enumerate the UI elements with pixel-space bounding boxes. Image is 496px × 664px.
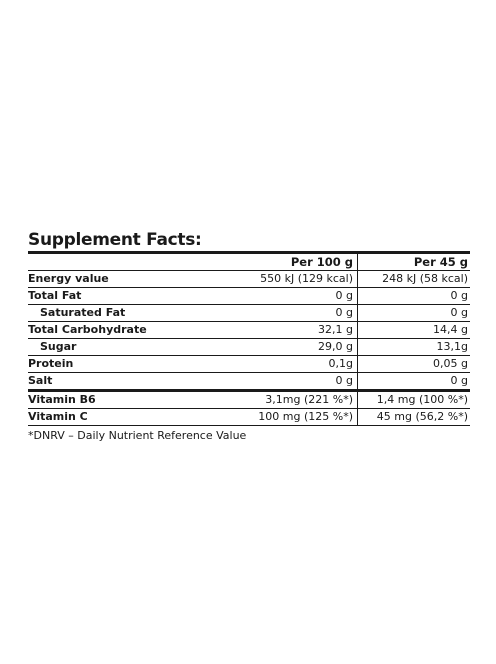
nutrient-per-100: 32,1 g (224, 322, 358, 338)
supplement-facts-panel (28, 230, 470, 444)
vitamin-row-b6 (28, 392, 470, 409)
nutrient-name: Sugar (40, 340, 77, 353)
vitamin-per-100: 100 mg (125 %*) (224, 409, 358, 425)
nutrient-per-serving: 0 g (450, 374, 468, 387)
nutrient-name: Salt (28, 374, 53, 387)
nutrient-row-protein (28, 356, 470, 373)
vitamin-per-serving: 1,4 mg (100 %*) (376, 393, 468, 406)
nutrient-name: Energy value (28, 272, 109, 285)
nutrient-per-100: 0 g (224, 288, 358, 304)
nutrient-per-100: 0,1g (224, 356, 358, 372)
nutrient-per-serving: 0,05 g (433, 357, 468, 370)
dnrv-footnote: *DNRV – Daily Nutrient Reference Value (28, 429, 247, 442)
nutrient-per-100: 0 g (224, 305, 358, 321)
nutrient-row-total-fat (28, 288, 470, 305)
vitamin-per-100: 3,1mg (221 %*) (224, 392, 358, 408)
nutrient-row-sugar (28, 339, 470, 356)
vitamin-row-c (28, 409, 470, 425)
nutrient-per-serving: 14,4 g (433, 323, 468, 336)
nutrient-per-serving: 248 kJ (58 kcal) (382, 272, 468, 285)
table-bottom-rule (28, 425, 470, 426)
column-header-row (28, 254, 470, 271)
nutrient-row-total-carbohydrate (28, 322, 470, 339)
vitamin-per-serving: 45 mg (56,2 %*) (376, 410, 468, 423)
nutrient-per-serving: 13,1g (436, 340, 468, 353)
facts-title: Supplement Facts: (28, 230, 202, 250)
vitamin-name: Vitamin C (28, 410, 88, 423)
nutrient-per-serving: 0 g (450, 306, 468, 319)
nutrient-name: Total Fat (28, 289, 82, 302)
nutrient-per-100: 29,0 g (224, 339, 358, 355)
vitamin-name: Vitamin B6 (28, 393, 96, 406)
column-header-per-100: Per 100 g (224, 254, 358, 270)
nutrient-per-100: 0 g (224, 373, 358, 389)
nutrient-per-100: 550 kJ (129 kcal) (224, 271, 358, 287)
nutrient-row-energy (28, 271, 470, 288)
nutrient-row-salt (28, 373, 470, 389)
nutrient-name: Total Carbohydrate (28, 323, 147, 336)
nutrient-name: Protein (28, 357, 74, 370)
nutrient-name: Saturated Fat (40, 306, 126, 319)
nutrient-row-saturated-fat (28, 305, 470, 322)
column-header-per-serving: Per 45 g (413, 255, 468, 269)
nutrient-per-serving: 0 g (450, 289, 468, 302)
